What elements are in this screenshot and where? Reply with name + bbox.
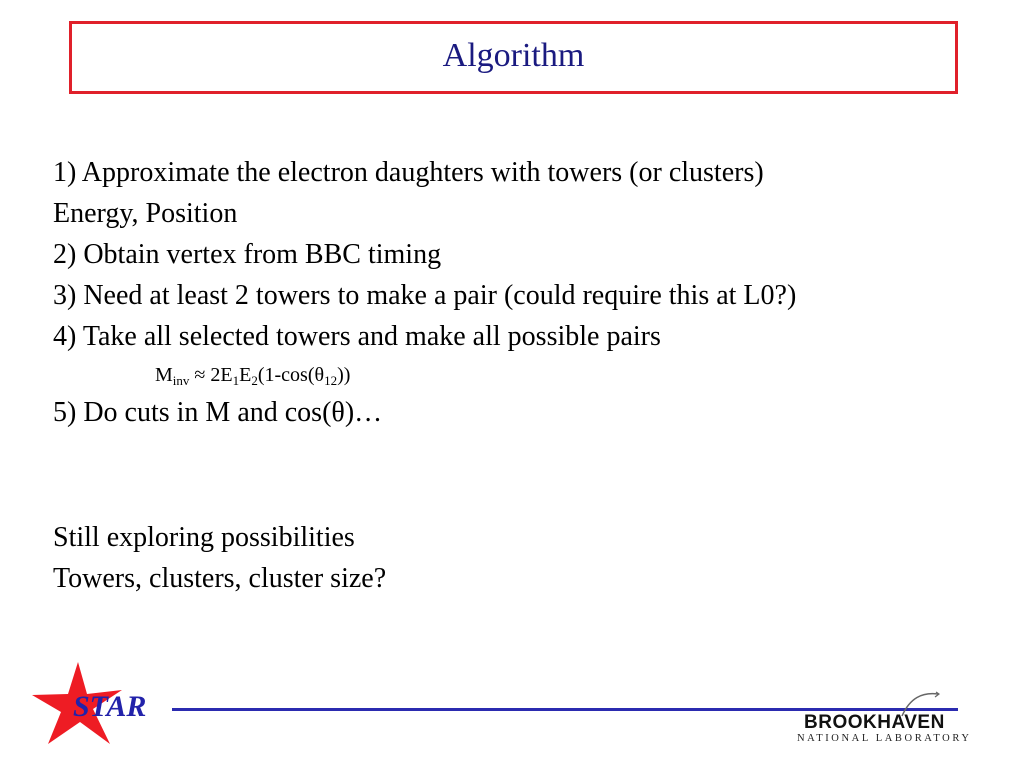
- formula-close: )): [337, 364, 351, 386]
- note-line-2: Towers, clusters, cluster size?: [53, 563, 387, 594]
- slide-title: Algorithm: [442, 36, 585, 74]
- formula-m: M: [155, 364, 173, 386]
- bnl-name: BROOKHAVEN: [804, 712, 945, 733]
- formula-e1-sub: 1: [232, 373, 240, 388]
- formula-cos: (1-cos(θ: [257, 364, 325, 386]
- formula-e2: E: [239, 364, 252, 386]
- formula-theta-sub: 12: [324, 373, 338, 388]
- formula-m-sub: inv: [172, 373, 190, 388]
- bullet-line-4: 4) Take all selected towers and make all possible pairs: [53, 321, 661, 352]
- spacer: [53, 433, 993, 517]
- bullet-line-5: 5) Do cuts in M and cos(θ)…: [53, 397, 383, 428]
- slide-body: [53, 152, 993, 599]
- bnl-subtitle: NATIONAL LABORATORY: [797, 733, 972, 744]
- footer-divider: [172, 708, 958, 711]
- invariant-mass-formula: [53, 361, 993, 389]
- bullet-line-1: 1) Approximate the electron daughters with towers (or clusters): [53, 157, 764, 188]
- note-line-1: Still exploring possibilities: [53, 522, 355, 553]
- title-box: [69, 21, 958, 94]
- formula-approx: ≈ 2E: [189, 364, 233, 386]
- bullet-line-2: 2) Obtain vertex from BBC timing: [53, 239, 442, 270]
- formula-e2-sub: 2: [251, 373, 258, 388]
- bullet-line-1-cont: Energy, Position: [53, 198, 238, 229]
- bullet-line-3: 3) Need at least 2 towers to make a pair (could require this at L0?): [53, 280, 797, 311]
- star-label: STAR: [73, 690, 147, 723]
